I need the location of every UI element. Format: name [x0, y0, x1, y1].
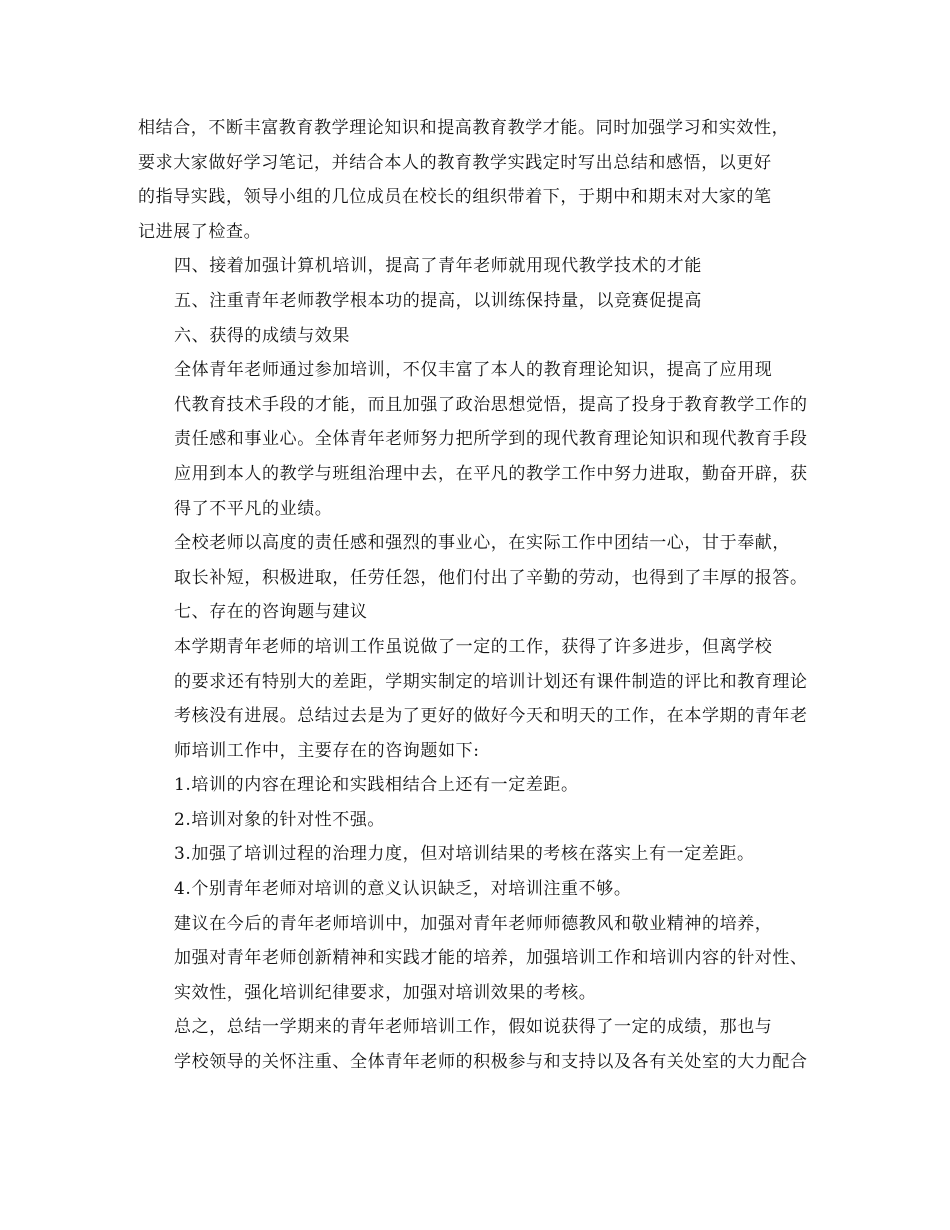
text-line: 4.个别青年老师对培训的意义认识缺乏，对培训注重不够。	[174, 879, 632, 900]
paragraph	[138, 837, 813, 872]
text-line: 2.培训对象的针对性不强。	[174, 809, 386, 830]
text-line: 本学期青年老师的培训工作虽说做了一定的工作，获得了许多进步，但离学校	[174, 636, 773, 657]
paragraph	[138, 872, 813, 907]
text-line: 相结合，不断丰富教育教学理论知识和提高教育教学才能。同时加强学习和实效性，	[138, 118, 790, 138]
text-line: 取长补短，积极进取，任劳任怨，他们付出了辛勤的劳动，也得到了丰厚的报答。	[174, 567, 808, 588]
text-line: 1.培训的内容在理论和实践相结合上还有一定差距。	[174, 775, 579, 796]
text-line: 学校领导的关怀注重、全体青年老师的积极参与和支持以及各有关处室的大力配合	[174, 1052, 808, 1073]
text-line: 责任感和事业心。全体青年老师努力把所学到的现代教育理论知识和现代教育手段	[174, 429, 808, 450]
paragraph	[138, 526, 813, 595]
text-line: 记进展了检查。	[138, 221, 262, 242]
paragraph	[138, 284, 813, 319]
paragraph	[138, 319, 813, 354]
paragraph	[138, 249, 813, 284]
paragraph	[138, 803, 813, 838]
paragraph	[138, 768, 813, 803]
text-line: 代教育技术手段的才能，而且加强了政治思想觉悟，提高了投身于教育教学工作的	[174, 394, 808, 415]
paragraph	[138, 1010, 813, 1079]
text-line: 总之，总结一学期来的青年老师培训工作，假如说获得了一定的成绩，那也与	[174, 1017, 773, 1038]
text-line: 3.加强了培训过程的治理力度，但对培训结果的考核在落实上有一定差距。	[174, 844, 755, 865]
document-body	[138, 111, 813, 1080]
text-line: 四、接着加强计算机培训，提高了青年老师就用现代教学技术的才能	[174, 256, 702, 277]
text-line: 加强对青年老师创新精神和实践才能的培养，加强培训工作和培训内容的针对性、	[174, 948, 808, 969]
text-line: 要求大家做好学习笔记，并结合本人的教育教学实践定时写出总结和感悟，以更好	[138, 152, 772, 173]
text-line: 全校老师以高度的责任感和强烈的事业心，在实际工作中团结一心，甘于奉献，	[174, 533, 790, 554]
text-line: 实效性，强化培训纪律要求，加强对培训效果的考核。	[174, 982, 597, 1003]
paragraph	[138, 907, 813, 1011]
text-line: 师培训工作中，主要存在的咨询题如下:	[174, 740, 480, 761]
paragraph	[138, 353, 813, 526]
paragraph	[138, 630, 813, 768]
text-line: 的要求还有特别大的差距，学期实制定的培训计划还有课件制造的评比和教育理论	[174, 671, 808, 692]
text-line: 考核没有进展。总结过去是为了更好的做好今天和明天的工作，在本学期的青年老	[174, 706, 808, 727]
text-line: 应用到本人的教学与班组治理中去，在平凡的教学工作中努力进取，勤奋开辟，获	[174, 463, 808, 484]
paragraph	[138, 111, 813, 249]
text-line: 五、注重青年老师教学根本功的提高，以训练保持量，以竞赛促提高	[174, 290, 702, 311]
paragraph	[138, 595, 813, 630]
text-line: 建议在今后的青年老师培训中，加强对青年老师师德教风和敬业精神的培养，	[174, 913, 773, 934]
text-line: 七、存在的咨询题与建议	[174, 602, 368, 623]
text-line: 得了不平凡的业绩。	[174, 498, 333, 519]
text-line: 六、获得的成绩与效果	[174, 325, 350, 346]
text-line: 全体青年老师通过参加培训，不仅丰富了本人的教育理论知识，提高了应用现	[174, 360, 773, 381]
text-line: 的指导实践，领导小组的几位成员在校长的组织带着下，于期中和期末对大家的笔	[138, 187, 772, 208]
